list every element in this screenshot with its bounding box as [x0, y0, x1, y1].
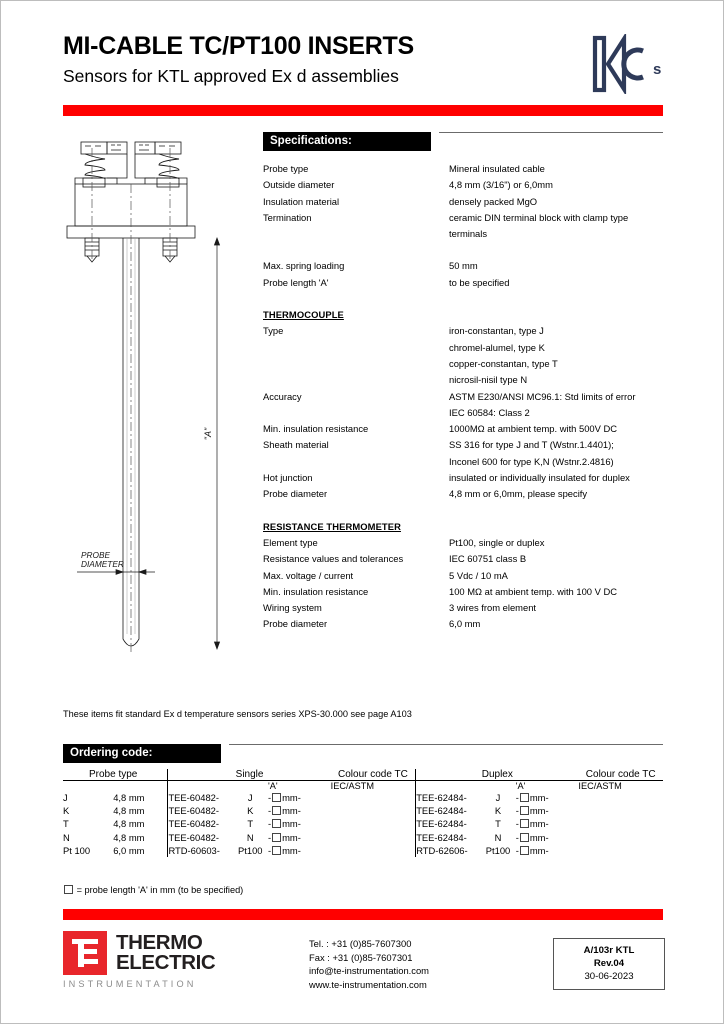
ordering-code-table — [63, 769, 663, 857]
cell-single-element: Pt100 — [238, 844, 263, 856]
spec-spacer — [263, 503, 667, 519]
cell-colour-duplex — [578, 804, 663, 817]
length-placeholder-box[interactable] — [272, 819, 281, 828]
te-logo-icon — [63, 931, 107, 975]
spec-value: SS 316 for type J and T (Wstnr.1.4401); — [449, 439, 614, 451]
cell-duplex-code: RTD-62606- — [416, 844, 481, 857]
ordering-code-banner-rule — [229, 744, 663, 745]
spec-value: ceramic DIN terminal block with clamp type — [449, 211, 629, 223]
spec-row — [263, 470, 667, 486]
spec-row — [263, 210, 667, 226]
spec-label: Probe diameter — [263, 618, 328, 630]
probe-technical-drawing — [59, 134, 245, 679]
length-placeholder-box[interactable] — [520, 833, 529, 842]
contact-fax: Fax : +31 (0)85-7607301 — [309, 951, 413, 963]
cell-single-length: - mm- — [267, 792, 301, 803]
svg-text:s: s — [653, 61, 662, 78]
logo-line-2: ELECTRIC — [116, 951, 216, 974]
cell-diameter: 4,8 mm — [113, 818, 145, 830]
cell-single-length: - mm- — [267, 844, 301, 856]
spec-label: Hot junction — [263, 472, 313, 484]
table-row — [63, 844, 663, 857]
spec-value: 1000MΩ at ambient temp. with 500V DC — [449, 423, 618, 435]
length-placeholder-box[interactable] — [272, 846, 281, 855]
cell-duplex-code: TEE-62484- — [416, 817, 481, 830]
cell-duplex-length: - mm- — [515, 844, 549, 856]
spec-row — [263, 568, 667, 584]
spec-label: Probe type — [263, 163, 309, 174]
specifications-content — [263, 161, 667, 633]
spec-row-continuation — [263, 372, 667, 388]
spec-value: 5 Vdc / 10 mA — [449, 569, 508, 581]
cell-duplex-code: TEE-62484- — [416, 831, 481, 844]
cell-colour-single — [331, 831, 416, 844]
length-placeholder-box[interactable] — [272, 793, 281, 802]
cell-colour-duplex — [578, 831, 663, 844]
specifications-banner — [263, 131, 431, 151]
cell-duplex-element: J — [495, 792, 501, 803]
spec-row-continuation — [263, 226, 667, 242]
cell-diameter: 4,8 mm — [113, 805, 145, 817]
spec-value: Pt100, single or duplex — [449, 536, 545, 548]
svg-text:PROBE: PROBE — [81, 550, 111, 560]
spec-value: IEC 60751 class B — [449, 553, 527, 565]
spec-value: insulated or individually insulated for duplex — [449, 472, 630, 484]
spec-value: 3 wires from element — [449, 602, 537, 614]
cell-probe-type: N — [63, 831, 70, 843]
length-placeholder-box[interactable] — [272, 806, 281, 815]
cell-duplex-element: N — [494, 831, 502, 843]
cell-duplex-length: - mm- — [515, 831, 549, 843]
spec-label: Max. voltage / current — [263, 569, 354, 581]
spec-row — [263, 258, 667, 274]
ordering-code-banner-label: Ordering code: — [63, 744, 221, 763]
length-placeholder-box[interactable] — [272, 833, 281, 842]
table-row — [63, 817, 663, 830]
specifications-banner-label: Specifications: — [263, 132, 431, 151]
cell-single-code: TEE-60482- — [168, 831, 233, 844]
spec-value: Mineral insulated cable — [449, 163, 545, 174]
document-revision: Rev.04 — [593, 958, 625, 969]
compatibility-note: These items fit standard Ex d temperature sensors series XPS-30.000 see page A103 — [63, 709, 412, 719]
spec-label: Min. insulation resistance — [263, 423, 369, 435]
spec-value: terminals — [449, 228, 488, 240]
cell-single-element: T — [247, 818, 254, 830]
legend-text: = probe length 'A' in mm (to be specified) — [76, 885, 244, 895]
cell-duplex-element: K — [494, 805, 502, 817]
spec-value: densely packed MgO — [449, 195, 538, 207]
footer-red-divider — [63, 909, 663, 920]
spec-value: copper-constantan, type T — [449, 357, 558, 369]
spec-spacer — [263, 242, 667, 258]
spec-label: Probe diameter — [263, 488, 328, 500]
cell-diameter: 4,8 mm — [113, 831, 145, 843]
svg-text:"A": "A" — [203, 427, 213, 441]
spec-row — [263, 421, 667, 437]
thermocouple-heading: THERMOCOUPLE — [263, 309, 344, 321]
cell-duplex-length: - mm- — [515, 818, 549, 830]
ordering-code-banner — [63, 743, 221, 763]
spec-row — [263, 323, 667, 339]
header-single: Single — [168, 769, 331, 781]
cell-colour-single — [331, 791, 416, 804]
header-duplex: Duplex — [416, 769, 579, 781]
logo-line-1: THERMO — [116, 930, 203, 954]
spec-row — [263, 486, 667, 502]
cell-single-length: - mm- — [267, 831, 301, 843]
cell-single-element: K — [247, 805, 254, 817]
spec-label: Sheath material — [263, 439, 329, 451]
spec-row — [263, 177, 667, 193]
spec-row-continuation — [263, 405, 667, 421]
header-probe-type: Probe type — [89, 769, 138, 780]
subheader-a-single: 'A' — [267, 781, 278, 791]
spec-label: Accuracy — [263, 390, 302, 402]
cell-colour-duplex — [578, 844, 663, 857]
length-placeholder-box[interactable] — [520, 846, 529, 855]
specifications-banner-rule — [439, 132, 663, 133]
cell-single-element: N — [246, 831, 254, 843]
cell-probe-type: K — [63, 805, 70, 817]
spec-row-continuation — [263, 454, 667, 470]
cell-duplex-element: T — [495, 818, 501, 830]
spec-row — [263, 616, 667, 632]
document-date: 30-06-2023 — [584, 971, 634, 982]
spec-value: to be specified — [449, 276, 510, 288]
cell-probe-type: T — [63, 818, 69, 830]
document-reference-box — [553, 938, 665, 990]
spec-row — [263, 535, 667, 551]
subheader-standard-single: IEC/ASTM — [330, 781, 375, 791]
document-code: A/103r KTL — [583, 945, 635, 956]
spec-spacer — [263, 291, 667, 307]
spec-value: 50 mm — [449, 260, 478, 272]
spec-row — [263, 161, 667, 177]
spec-label: Termination — [263, 211, 312, 223]
page-title: MI-CABLE TC/PT100 INSERTS — [63, 32, 414, 60]
spec-row — [263, 551, 667, 567]
spec-value: 100 MΩ at ambient temp. with 100 V DC — [449, 585, 618, 597]
spec-value: 6,0 mm — [449, 618, 481, 630]
cell-colour-single — [331, 817, 416, 830]
length-placeholder-box[interactable] — [520, 806, 529, 815]
spec-row — [263, 584, 667, 600]
cell-single-element: J — [247, 792, 253, 803]
contact-website[interactable]: www.te-instrumentation.com — [309, 978, 427, 990]
logo-wordmark — [116, 930, 216, 974]
spec-value: 4,8 mm or 6,0mm, please specify — [449, 488, 588, 500]
header-colour-code-single: Colour code TC — [338, 769, 408, 780]
spec-label: Insulation material — [263, 195, 340, 207]
spec-label: Outside diameter — [263, 179, 335, 191]
spec-label: Resistance values and tolerances — [263, 553, 404, 565]
cell-probe-type: Pt 100 — [63, 844, 91, 856]
cell-colour-single — [331, 804, 416, 817]
kcs-certification-icon — [591, 34, 665, 94]
header-red-divider — [63, 105, 663, 116]
cell-duplex-element: Pt100 — [485, 844, 511, 856]
subheader-a-duplex: 'A' — [515, 781, 526, 791]
header-colour-code-duplex: Colour code TC — [585, 769, 656, 780]
page-header — [63, 33, 663, 86]
cell-diameter: 6,0 mm — [113, 844, 145, 856]
cell-single-code: TEE-60482- — [168, 804, 233, 817]
spec-row-continuation — [263, 356, 667, 372]
cell-duplex-code: TEE-62484- — [416, 791, 481, 804]
spec-row — [263, 389, 667, 405]
spec-row — [263, 437, 667, 453]
cell-duplex-length: - mm- — [515, 805, 549, 817]
company-logo — [63, 931, 273, 989]
cell-colour-duplex — [578, 817, 663, 830]
table-header-row — [63, 769, 663, 781]
cell-probe-type: J — [63, 792, 68, 803]
subheader-standard-duplex: IEC/ASTM — [578, 781, 622, 791]
spec-value: nicrosil-nisil type N — [449, 374, 528, 386]
cell-diameter: 4,8 mm — [113, 792, 145, 803]
cell-single-code: TEE-60482- — [168, 817, 233, 830]
cell-single-length: - mm- — [267, 805, 301, 817]
spec-value: 4,8 mm (3/16") or 6,0mm — [449, 179, 553, 191]
contact-tel: Tel. : +31 (0)85-7607300 — [309, 938, 412, 949]
spec-row — [263, 194, 667, 210]
spec-label: Type — [263, 325, 284, 337]
logo-tagline: INSTRUMENTATION — [63, 979, 197, 989]
spec-value: iron-constantan, type J — [449, 325, 544, 337]
spec-label: Max. spring loading — [263, 260, 345, 272]
cell-single-length: - mm- — [267, 818, 301, 830]
cell-duplex-code: TEE-62484- — [416, 804, 481, 817]
cell-duplex-length: - mm- — [515, 792, 549, 803]
legend-box-icon — [64, 885, 73, 894]
cell-single-code: TEE-60482- — [168, 791, 233, 804]
spec-label: Min. insulation resistance — [263, 585, 369, 597]
table-row — [63, 804, 663, 817]
length-legend — [63, 885, 243, 895]
spec-row — [263, 600, 667, 616]
resistance-thermometer-heading: RESISTANCE THERMOMETER — [263, 520, 401, 532]
cell-colour-single — [331, 844, 416, 857]
page-subtitle: Sensors for KTL approved Ex d assemblies — [63, 66, 399, 86]
spec-value: ASTM E230/ANSI MC96.1: Std limits of error — [449, 390, 636, 402]
spec-label: Wiring system — [263, 602, 322, 614]
spec-label: Probe length 'A' — [263, 276, 329, 288]
contact-details — [309, 937, 429, 991]
length-placeholder-box[interactable] — [520, 819, 529, 828]
table-subheader-row — [63, 781, 663, 791]
spec-row — [263, 275, 667, 291]
contact-email[interactable]: info@te-instrumentation.com — [309, 965, 429, 977]
spec-label: Element type — [263, 536, 318, 548]
spec-value: chromel-alumel, type K — [449, 341, 545, 353]
spec-value: IEC 60584: Class 2 — [449, 406, 530, 418]
cell-colour-duplex — [578, 791, 663, 804]
table-row — [63, 791, 663, 804]
svg-text:DIAMETER: DIAMETER — [81, 559, 124, 569]
cell-single-code: RTD-60603- — [168, 844, 233, 857]
spec-row-continuation — [263, 340, 667, 356]
spec-value: Inconel 600 for type K,N (Wstnr.2.4816) — [449, 455, 614, 467]
length-placeholder-box[interactable] — [520, 793, 529, 802]
table-row — [63, 831, 663, 844]
